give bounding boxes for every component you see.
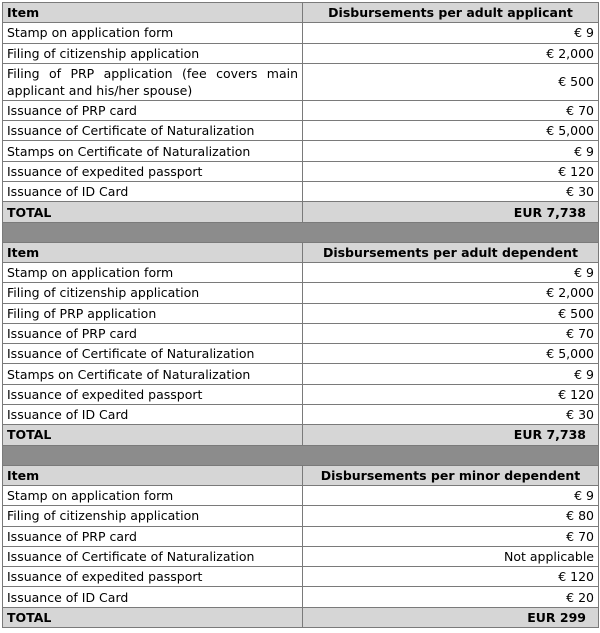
item-cell: Issuance of PRP card [3, 323, 303, 343]
item-cell: Stamps on Certificate of Naturalization [3, 141, 303, 161]
table-row [3, 303, 599, 323]
item-column-header: Item [3, 465, 303, 485]
amount-cell: € 9 [303, 23, 599, 43]
item-cell: Filing of PRP application [3, 303, 303, 323]
total-row [3, 607, 599, 627]
table-row [3, 161, 599, 181]
item-cell: Stamp on application form [3, 23, 303, 43]
disbursement-column-header: Disbursements per minor dependent [303, 465, 599, 485]
item-cell: Stamp on application form [3, 485, 303, 505]
table-row [3, 506, 599, 526]
amount-cell: € 70 [303, 526, 599, 546]
table-row [3, 546, 599, 566]
amount-cell: Not applicable [303, 546, 599, 566]
item-cell: Issuance of Certificate of Naturalization [3, 121, 303, 141]
disbursement-column-header: Disbursements per adult applicant [303, 3, 599, 23]
table-row [3, 283, 599, 303]
amount-cell: € 500 [303, 303, 599, 323]
amount-cell: € 9 [303, 141, 599, 161]
item-cell: Stamp on application form [3, 262, 303, 282]
table-row [3, 121, 599, 141]
amount-cell: € 5,000 [303, 121, 599, 141]
table-row [3, 63, 599, 100]
total-amount: EUR 7,738 [303, 425, 599, 445]
amount-cell: € 2,000 [303, 283, 599, 303]
amount-cell: € 120 [303, 384, 599, 404]
section-header-row [3, 242, 599, 262]
total-amount: EUR 7,738 [303, 202, 599, 222]
table-row [3, 43, 599, 63]
amount-cell: € 9 [303, 364, 599, 384]
total-label: TOTAL [3, 425, 303, 445]
table-row [3, 182, 599, 202]
table-row [3, 141, 599, 161]
amount-cell: € 500 [303, 63, 599, 100]
item-column-header: Item [3, 242, 303, 262]
item-cell: Filing of citizenship application [3, 283, 303, 303]
fees-table-container [2, 2, 598, 628]
table-row [3, 384, 599, 404]
amount-cell: € 70 [303, 323, 599, 343]
disbursement-column-header: Disbursements per adult dependent [303, 242, 599, 262]
item-cell: Issuance of ID Card [3, 405, 303, 425]
item-cell: Stamps on Certificate of Naturalization [3, 364, 303, 384]
disbursements-table [2, 2, 599, 628]
total-label: TOTAL [3, 202, 303, 222]
item-cell: Issuance of ID Card [3, 587, 303, 607]
amount-cell: € 20 [303, 587, 599, 607]
item-cell: Filing of citizenship application [3, 506, 303, 526]
table-row [3, 526, 599, 546]
amount-cell: € 9 [303, 485, 599, 505]
total-amount: EUR 299 [303, 607, 599, 627]
item-cell: Issuance of PRP card [3, 526, 303, 546]
amount-cell: € 80 [303, 506, 599, 526]
item-cell: Issuance of expedited passport [3, 384, 303, 404]
amount-cell: € 120 [303, 567, 599, 587]
item-cell: Issuance of Certificate of Naturalization [3, 546, 303, 566]
table-row [3, 485, 599, 505]
section-divider [3, 445, 599, 465]
table-row [3, 262, 599, 282]
item-cell: Filing of citizenship application [3, 43, 303, 63]
table-row [3, 323, 599, 343]
table-row [3, 587, 599, 607]
table-row [3, 364, 599, 384]
table-row [3, 100, 599, 120]
table-row [3, 405, 599, 425]
item-cell: Issuance of PRP card [3, 100, 303, 120]
item-column-header: Item [3, 3, 303, 23]
item-cell: Issuance of expedited passport [3, 567, 303, 587]
table-row [3, 23, 599, 43]
table-row [3, 567, 599, 587]
amount-cell: € 120 [303, 161, 599, 181]
amount-cell: € 2,000 [303, 43, 599, 63]
total-row [3, 202, 599, 222]
item-cell: Issuance of expedited passport [3, 161, 303, 181]
amount-cell: € 9 [303, 262, 599, 282]
item-cell: Issuance of Certificate of Naturalization [3, 344, 303, 364]
item-cell: Filing of PRP application (fee covers main applicant and his/her spouse) [3, 63, 303, 100]
amount-cell: € 30 [303, 182, 599, 202]
section-header-row [3, 465, 599, 485]
amount-cell: € 30 [303, 405, 599, 425]
amount-cell: € 70 [303, 100, 599, 120]
total-label: TOTAL [3, 607, 303, 627]
total-row [3, 425, 599, 445]
table-row [3, 344, 599, 364]
section-header-row [3, 3, 599, 23]
item-cell: Issuance of ID Card [3, 182, 303, 202]
amount-cell: € 5,000 [303, 344, 599, 364]
section-divider [3, 222, 599, 242]
